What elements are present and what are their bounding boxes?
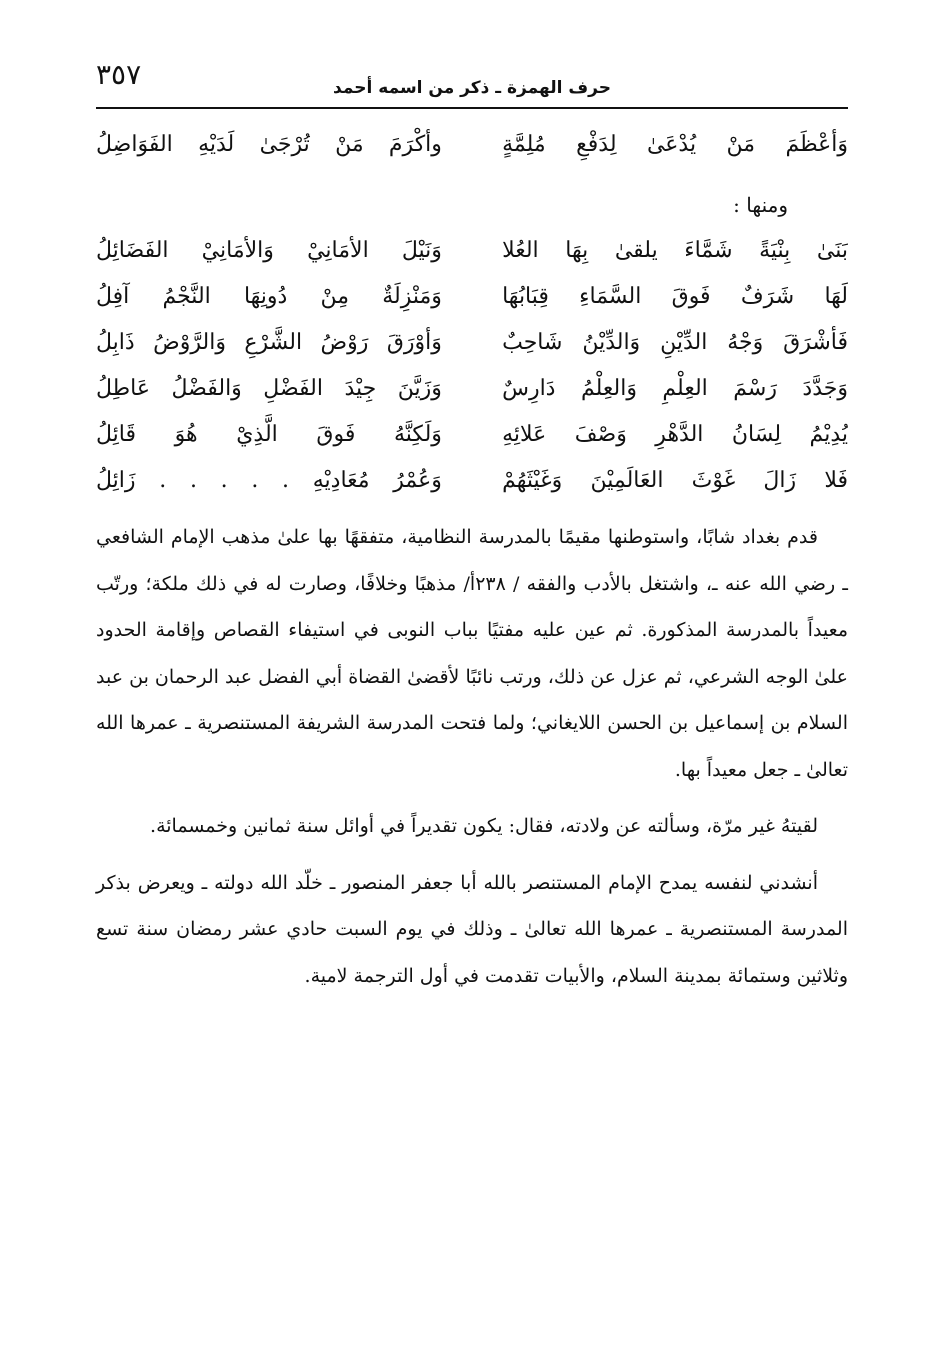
- biography-paragraph: قدم بغداد شابًا، واستوطنها مقيمًا بالمدرسة النظامية، متفقهًا بها علىٰ مذهب الإمام الشافعي ـ رضي الله عنه ـ، واشتغل بالأدب والفقه / ٢٣٨أ/ مذهبًا وخلافًا، وصارت له في ذلك ملكة؛ ورتّب معيداً بالمدرسة المذكورة. ثم عين عليه مفتيًا بباب النوبى في استيفاء القصاص وإقامة الحدود علىٰ الوجه الشرعي، ثم عزل عن ذلك، ورتب نائبًا لأقضىٰ القضاة أبي الفضل عبد الرحمان بن عبد السلام بن إسماعيل بن الحسن اللايغاني؛ ولما فتحت المدرسة الشريفة المستنصرية ـ عمرها الله تعالىٰ ـ جعل معيداً بها.: [96, 526, 849, 781]
- second-hemistich: وَلَكِنَّهُ فَوقَ الَّذِيْ هُوَ قَائِلُ: [96, 422, 442, 447]
- poem-verse: [96, 320, 848, 366]
- header-rule: [96, 107, 848, 109]
- second-hemistich: وَمَنْزِلَةٌ مِنْ دُونِهَا النَّجْمُ آفِلُ: [96, 284, 442, 309]
- poem-intro: ومنها :: [733, 193, 788, 217]
- poem-verse: [96, 366, 848, 412]
- page-body: [96, 122, 848, 999]
- first-hemistich: بَنَىٰ بِنْيَةً شَمَّاءَ يلقىٰ بِهَا العُلا: [502, 238, 848, 263]
- first-hemistich: لَهَا شَرَفٌ فَوقَ السَّمَاءِ قِبَابُهَا: [502, 284, 848, 309]
- second-hemistich: وَأوْرَقَ رَوْضُ الشَّرْعِ وَالرَّوْضُ ذَابِلُ: [96, 330, 442, 355]
- first-hemistich: فَأشْرَقَ وَجْهُ الدِّيْنِ وَالدِّيْنُ شَاحِبٌ: [502, 330, 848, 355]
- poem-verse: [96, 228, 848, 274]
- first-hemistich: يُدِيْمُ لِسَانُ الدَّهْرِ وَصْفَ عَلائِهِ: [502, 422, 848, 447]
- running-head: حرف الهمزة ـ ذكر من اسمه أحمد: [333, 78, 611, 98]
- opening-verse: [96, 122, 848, 168]
- page-header: [96, 58, 848, 102]
- first-hemistich: فَلا زَالَ غَوْثَ العَالَمِيْنَ وَغَيْثَهُمْ: [502, 468, 848, 493]
- second-hemistich: وَعُمْرُ مُعَادِيْهِ . . . . . زَائِلُ: [96, 468, 442, 493]
- recitation-paragraph: أنشدني لنفسه يمدح الإمام المستنصر بالله أبا جعفر المنصور ـ خلّد الله دولته ـ ويعرض بذكر المدرسة المستنصرية ـ عمرها الله تعالىٰ ـ وذلك في يوم السبت حادي عشر رمضان سنة تسع وثلاثين وستمائة بمدينة السلام، والأبيات تقدمت في أول الترجمة لامية.: [96, 871, 848, 987]
- poem-verse: [96, 458, 848, 504]
- first-hemistich: وَجَدَّدَ رَسْمَ العِلْمِ وَالعِلْمُ دَارِسٌ: [502, 376, 848, 401]
- second-hemistich: وَنَيْلَ الأمَانِيْ وَالأمَانِيْ الفَضَائِلُ: [96, 238, 442, 263]
- page-number: ٣٥٧: [96, 58, 142, 91]
- birth-paragraph: لقيتهُ غير مرّة، وسألته عن ولادته، فقال: يكون تقديراً في أوائل سنة ثمانين وخمسمائة.: [150, 815, 818, 837]
- poem-verse: [96, 412, 848, 458]
- first-hemistich: وَأعْظَمَ مَنْ يُدْعَىٰ لِدَفْعِ مُلِمَّةٍ: [502, 132, 848, 157]
- second-hemistich: وَزَيَّنَ جِيْدَ الفَضْلِ وَالفَضْلُ عَاطِلُ: [96, 376, 442, 401]
- poem-verse: [96, 274, 848, 320]
- second-hemistich: وأكْرَمَ مَنْ تُرْجَىٰ لَدَيْهِ الفَوَاضِلُ: [96, 132, 442, 157]
